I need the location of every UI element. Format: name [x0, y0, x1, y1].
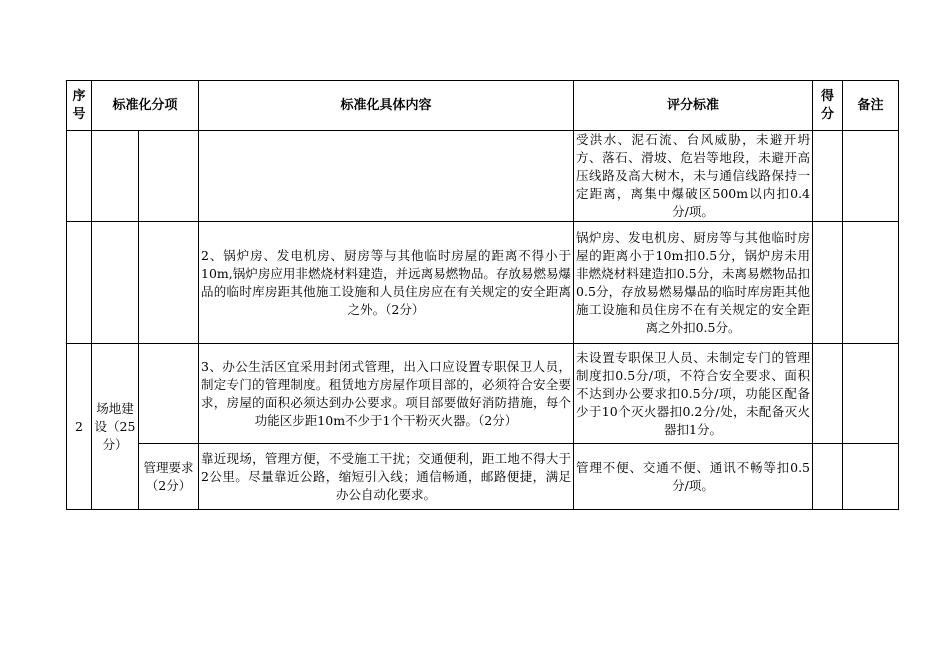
remark-cell[interactable] [843, 344, 899, 444]
category-cell: 场地建设（25分） [92, 344, 139, 510]
content-cell [199, 131, 574, 222]
content-cell: 2、锅炉房、发电机房、厨房等与其他临时房屋的距离不得小于10m,锅炉房应用非燃烧材料建造，并远离易燃物品。存放易燃易爆品的临时库房距其他施工设施和人员住房应在有关规定的安全距离之外。（2分） [199, 222, 574, 344]
criteria-cell: 管理不便、交通不便、通讯不畅等扣0.5分/项。 [574, 444, 813, 510]
remark-cell[interactable] [843, 444, 899, 510]
content-cell: 3、办公生活区宜采用封闭式管理，出入口应设置专职保卫人员，制定专门的管理制度。租赁地方房屋作项目部的，必须符合安全要求，房屋的面积必须达到办公要求。项目部要做好消防措施，每个功能区步距10m不少于1个干粉灭火器。（2分） [199, 344, 574, 444]
seq-cell [67, 131, 92, 222]
seq-cell [67, 222, 92, 344]
score-cell[interactable] [813, 344, 843, 444]
criteria-cell: 未设置专职保卫人员、未制定专门的管理制度扣0.5分/项，不符合安全要求、面积不达到办公要求扣0.5分/项，功能区配备少于10个灭火器扣0.2分/处，未配备灭火器扣1分。 [574, 344, 813, 444]
remark-cell[interactable] [843, 131, 899, 222]
header-category: 标准化分项 [92, 81, 199, 131]
score-cell[interactable] [813, 444, 843, 510]
header-content: 标准化具体内容 [199, 81, 574, 131]
seq-cell: 2 [67, 344, 92, 510]
table-row [67, 344, 899, 444]
table-row [67, 444, 899, 510]
header-criteria: 评分标准 [574, 81, 813, 131]
sub-category-cell [139, 222, 199, 344]
criteria-cell: 锅炉房、发电机房、厨房等与其他临时房屋的距离小于10m扣0.5分，锅炉房未用非燃烧材料建造扣0.5分，未离易燃物品扣0.5分，存放易燃易爆品的临时库房距其他施工设施和员住房不在有关规定的安全距离之外扣0.5分。 [574, 222, 813, 344]
score-cell[interactable] [813, 131, 843, 222]
table-row [67, 131, 899, 222]
content-cell: 靠近现场，管理方便，不受施工干扰；交通便利，距工地不得大于2公里。尽量靠近公路，缩短引入线；通信畅通，邮路便捷，满足办公自动化要求。 [199, 444, 574, 510]
sub-category-cell [139, 344, 199, 444]
sub-category-cell [139, 131, 199, 222]
category-cell [92, 222, 139, 344]
header-score: 得分 [813, 81, 843, 131]
standardization-table [66, 80, 899, 510]
header-seq: 序号 [67, 81, 92, 131]
remark-cell[interactable] [843, 222, 899, 344]
sub-category-cell: 管理要求（2分） [139, 444, 199, 510]
criteria-cell: 受洪水、泥石流、台风威胁，未避开坍方、落石、滑坡、危岩等地段，未避开高压线路及高大树木，未与通信线路保持一定距离，离集中爆破区500m以内扣0.4分/项。 [574, 131, 813, 222]
table-header-row [67, 81, 899, 131]
header-remark: 备注 [843, 81, 899, 131]
table-row [67, 222, 899, 344]
score-cell[interactable] [813, 222, 843, 344]
category-cell [92, 131, 139, 222]
